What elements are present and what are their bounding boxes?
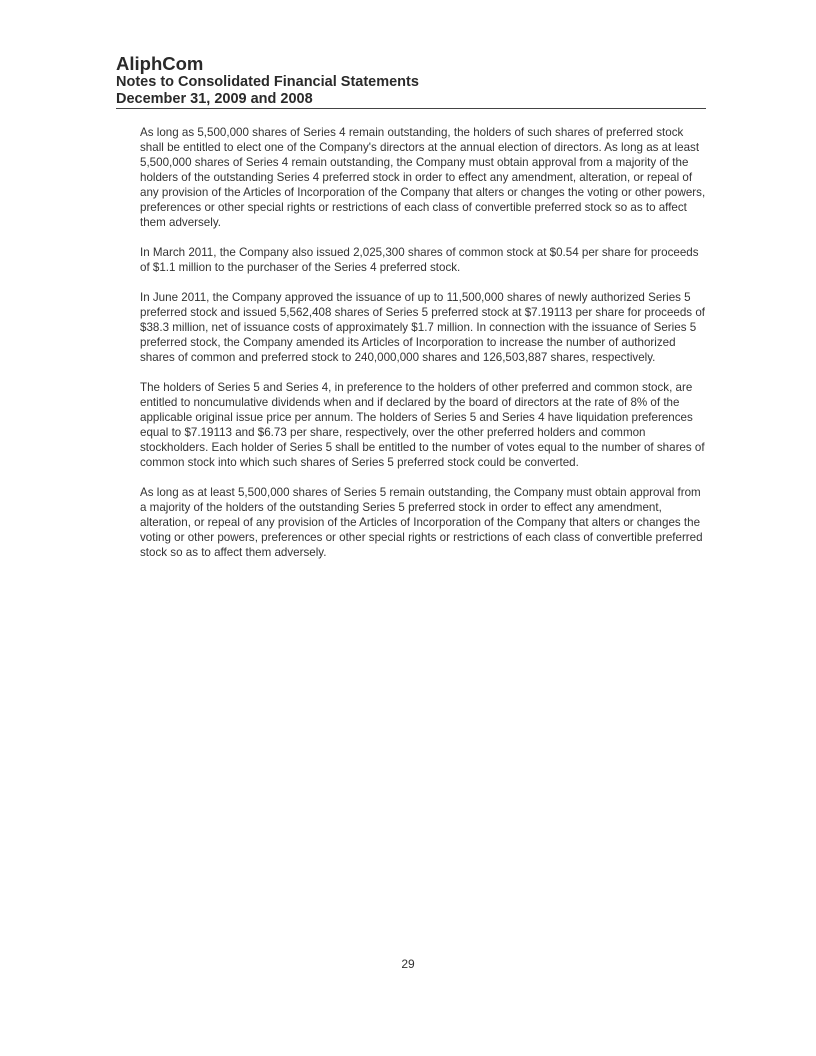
paragraph-series-4-rights: As long as 5,500,000 shares of Series 4 remain outstanding, the holders of such shares of preferred stock shall be entitled to elect one of the Company's directors at the annual election of directors. As long as at least 5,500,000 shares of Series 4 remain outstanding, the Company must obtain approval from a majority of the holders of the outstanding Series 4 preferred stock in order to effect any amendment, alteration, or repeal of any provision of the Articles of Incorporation of the Company that alters or changes the voting or other powers, preferences or other special rights or restrictions of each class of convertible preferred stock so as to affect them adversely. bbox=[140, 126, 706, 229]
paragraph-series-5-approval: As long as at least 5,500,000 shares of Series 5 remain outstanding, the Company must obtain approval from a majority of the holders of the outstanding Series 5 preferred stock in order to effect any amendment, alteration, or repeal of any provision of the Articles of Incorporation of the Company that alters or changes the voting or other powers, preferences or other special rights or restrictions of each class of convertible preferred stock so as to affect them adversely. bbox=[140, 486, 703, 559]
paragraph-march-2011-issuance: In March 2011, the Company also issued 2,025,300 shares of common stock at $0.54 per share for proceeds of $1.1 million to the purchaser of the Series 4 preferred stock. bbox=[140, 246, 699, 274]
paragraph-dividends-preferences: The holders of Series 5 and Series 4, in preference to the holders of other preferred and common stock, are entitled to noncumulative dividends when and if declared by the board of directors at the rate of 8% of the applicable original issue price per annum. The holders of Series 5 and Series 4 have liquidation preferences equal to $7.19113 and $6.73 per share, respectively, over the other preferred holders and common stockholders. Each holder of Series 5 shall be entitled to the number of votes equal to the number of shares of common stock into which such shares of Series 5 preferred stock could be converted. bbox=[140, 381, 705, 469]
document-title: Notes to Consolidated Financial Statements bbox=[116, 74, 419, 90]
report-period: December 31, 2009 and 2008 bbox=[116, 91, 313, 107]
paragraph-june-2011-series-5: In June 2011, the Company approved the issuance of up to 11,500,000 shares of newly authorized Series 5 preferred stock and issued 5,562,408 shares of Series 5 preferred stock at $7.19113 per share for proceeds of $38.3 million, net of issuance costs of approximately $1.7 million. In connection with the issuance of Series 5 preferred stock, the Company amended its Articles of Incorporation to increase the number of authorized shares of common and preferred stock to 240,000,000 shares and 126,503,887 shares, respectively. bbox=[140, 291, 705, 364]
page-header bbox=[116, 53, 706, 108]
company-name: AliphCom bbox=[116, 53, 204, 74]
header-divider bbox=[116, 108, 706, 109]
page-number: 29 bbox=[401, 957, 415, 971]
notes-body bbox=[140, 125, 706, 575]
